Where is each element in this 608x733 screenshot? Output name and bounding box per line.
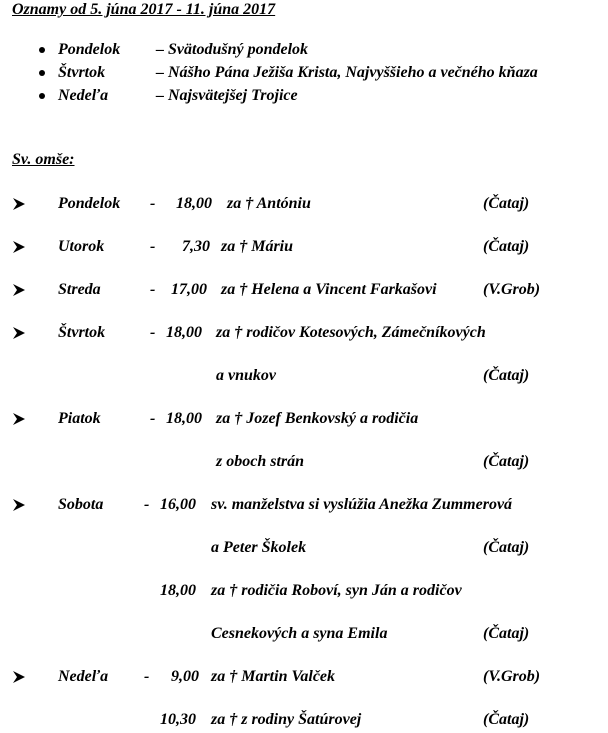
feast-day: Pondelok [58, 41, 121, 58]
mass-intention: za † rodičov Kotesových, Zámečníkových [216, 324, 486, 341]
mass-place: (V.Grob) [483, 281, 541, 298]
mass-intention: za † Helena a Vincent Farkašovi [221, 281, 437, 298]
mass-day: Pondelok [58, 195, 121, 212]
masses-heading: Sv. omše: [12, 151, 75, 168]
arrowhead-bullet-icon [12, 283, 26, 297]
mass-dash: - [150, 281, 156, 298]
mass-place: (Čataj) [483, 195, 530, 212]
arrowhead-bullet-icon [12, 240, 26, 254]
arrowhead-bullet-icon [12, 197, 26, 211]
arrowhead-bullet-icon [12, 498, 26, 512]
mass-intention: za † Jozef Benkovský a rodičia [216, 410, 419, 427]
mass-day: Nedeľa [58, 668, 109, 685]
mass-place: (Čataj) [483, 367, 530, 384]
feast-name: – Svätodušný pondelok [156, 41, 309, 58]
mass-place: (V.Grob) [483, 668, 541, 685]
mass-intention: za † Antóniu [227, 195, 311, 212]
mass-day: Štvrtok [58, 324, 106, 341]
bullet-icon [39, 47, 45, 53]
mass-place: (Čataj) [483, 625, 530, 642]
feast-name: – Najsvätejšej Trojice [156, 87, 298, 104]
mass-intention-continued: z oboch strán [216, 453, 305, 470]
mass-intention: za † Máriu [221, 238, 294, 255]
mass-dash: - [150, 410, 156, 427]
mass-dash: - [150, 195, 156, 212]
mass-time: 18,00 [166, 324, 202, 341]
mass-intention: za † Martin Valček [211, 668, 336, 685]
mass-time: 7,30 [182, 238, 210, 255]
feast-day: Štvrtok [58, 64, 106, 81]
arrowhead-bullet-icon [12, 326, 26, 340]
feast-name: – Nášho Pána Ježiša Krista, Najvyššieho a večného kňaza [156, 64, 538, 81]
mass-place: (Čataj) [483, 711, 530, 728]
mass-intention-continued: a Peter Školek [211, 539, 307, 556]
mass-intention-continued: a vnukov [216, 367, 276, 384]
mass-dash: - [150, 324, 156, 341]
mass-dash: - [144, 668, 150, 685]
mass-time: 18,00 [166, 410, 202, 427]
mass-place: (Čataj) [483, 238, 530, 255]
mass-day: Utorok [58, 238, 105, 255]
mass-day: Streda [58, 281, 101, 298]
mass-intention: za † rodičia Roboví, syn Ján a rodičov [211, 582, 462, 599]
bullet-icon [39, 70, 45, 76]
mass-time: 10,30 [160, 711, 196, 728]
mass-dash: - [144, 496, 150, 513]
mass-time: 9,00 [171, 668, 199, 685]
arrowhead-bullet-icon [12, 670, 26, 684]
mass-time: 17,00 [171, 281, 207, 298]
mass-intention: za † z rodiny Šatúrovej [211, 711, 362, 728]
mass-intention-continued: Cesnekových a syna Emila [211, 625, 388, 642]
feast-day: Nedeľa [58, 87, 109, 104]
mass-day: Piatok [58, 410, 101, 427]
mass-time: 18,00 [176, 195, 212, 212]
mass-time: 18,00 [160, 582, 196, 599]
mass-day: Sobota [58, 496, 104, 513]
mass-place: (Čataj) [483, 539, 530, 556]
mass-intention: sv. manželstva si vyslúžia Anežka Zummerová [211, 496, 513, 513]
mass-time: 16,00 [160, 496, 196, 513]
mass-place: (Čataj) [483, 453, 530, 470]
mass-dash: - [150, 238, 156, 255]
arrowhead-bullet-icon [12, 412, 26, 426]
bullet-icon [39, 93, 45, 99]
page-title: Oznamy od 5. júna 2017 - 11. júna 2017 [12, 1, 276, 18]
